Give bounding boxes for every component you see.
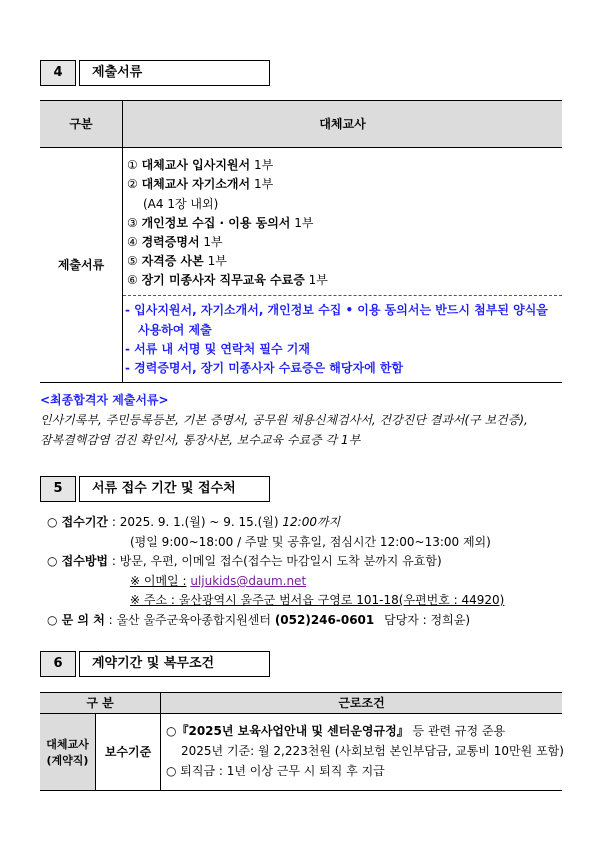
doc-marker: ③ (127, 216, 138, 230)
period-time: 12:00까지 (282, 515, 341, 529)
note-line: - 입사지원서, 자기소개서, 개인정보 수집 • 이용 동의서는 반드시 첨부된 양식을 (125, 303, 548, 317)
email-row (130, 573, 306, 589)
section-5-title: 서류 접수 기간 및 접수처 (79, 476, 270, 502)
header-category: 구 분 (86, 696, 114, 710)
contact-row (47, 612, 470, 628)
doc-count: 1부 (294, 216, 314, 230)
row-label-documents: 제출서류 (57, 258, 105, 272)
note-line: - 경력증명서, 장기 미종사자 수료증은 해당자에 한함 (125, 361, 404, 375)
doc-item-note (143, 196, 218, 212)
contact-prefix: : 울산 울주군육아종합지원센터 (108, 613, 271, 627)
final-docs-line: 잠복결핵감염 검진 확인서, 통장사본, 보수교육 수료증 각 1부 (40, 433, 361, 447)
doc-name: 경력증명서 (141, 235, 200, 249)
contact-phone: (052)246-0601 (274, 613, 375, 627)
address-line: ※ 주소 : 울산광역시 울주군 범서읍 구영로 101-18(우편번호 : 44920) (130, 593, 505, 607)
email-label: ※ 이메일 : (130, 574, 187, 588)
doc-name: 대체교사 자기소개서 (141, 177, 251, 191)
doc-count: 1부 (207, 254, 227, 268)
doc-item (127, 234, 223, 250)
doc-count: 1부 (308, 273, 328, 287)
doc-item (127, 253, 227, 269)
doc-item (127, 215, 313, 231)
doc-marker: ⑥ (127, 273, 138, 287)
doc-name: 대체교사 입사지원서 (141, 158, 251, 172)
pay-line: ○ 퇴직금 : 1년 이상 근무 시 퇴직 후 지급 (166, 764, 385, 778)
header-substitute-teacher: 대체교사 (319, 117, 366, 131)
section-5-number: 5 (40, 476, 76, 502)
doc-note: (A4 1장 내외) (143, 197, 219, 211)
doc-item (127, 157, 273, 173)
doc-marker: ② (127, 177, 138, 191)
note-line: - 서류 내 서명 및 연락처 필수 기재 (125, 342, 310, 356)
doc-count: 1부 (253, 177, 274, 191)
final-docs-line: 인사기록부, 주민등록등본, 기본 증명서, 공무원 채용신체검사서, 건강진단 결과서(구 보건증), (40, 413, 528, 427)
period-label: ○ 접수기간 (47, 515, 109, 529)
header-category: 구분 (69, 117, 93, 131)
dotted-divider (123, 295, 562, 296)
section-4-number: 4 (40, 60, 76, 86)
row-label-line: (계약직) (46, 754, 89, 767)
final-docs-title: <최종합격자 제출서류> (40, 393, 169, 407)
pay-regulation-rest: 등 관련 규정 준용 (412, 724, 506, 738)
sub-label-pay: 보수기준 (104, 745, 152, 759)
doc-count: 1부 (203, 235, 223, 249)
doc-count: 1부 (253, 158, 274, 172)
method-row (47, 553, 442, 569)
section-6-title: 계약기간 및 복무조건 (79, 651, 270, 677)
note-line: 사용하여 제출 (138, 323, 212, 337)
email-link[interactable]: uljukids@daum.net (190, 574, 307, 588)
pay-regulation: ○『2025년 보육사업안내 및 센터운영규정』 (166, 724, 409, 738)
doc-item (127, 272, 328, 288)
period-note: (평일 9:00~18:00 / 주말 및 공휴일, 점심시간 12:00~13:00 제외) (130, 535, 491, 549)
doc-name: 개인정보 수집 · 이용 동의서 (141, 216, 291, 230)
contact-label: ○ 문 의 처 (47, 613, 105, 627)
section-4-title: 제출서류 (79, 60, 270, 86)
header-conditions: 근로조건 (338, 696, 385, 710)
doc-marker: ⑤ (127, 254, 138, 268)
pay-line: 2025년 기준: 월 2,223천원 (사회보험 본인부담금, 교통비 10만원 포함) (181, 744, 564, 758)
pay-line (166, 723, 505, 739)
doc-marker: ④ (127, 235, 138, 249)
method-label: ○ 접수방법 (47, 554, 109, 568)
doc-name: 장기 미종사자 직무교육 수료증 (141, 273, 305, 287)
period-row (47, 514, 340, 530)
row-label-line: 대체교사 (46, 738, 89, 751)
doc-marker: ① (127, 158, 138, 172)
section-6-number: 6 (40, 651, 76, 677)
contact-person: 담당자 : 정희윤) (384, 613, 470, 627)
doc-item (127, 176, 273, 192)
doc-name: 자격증 사본 (141, 254, 204, 268)
period-value: : 2025. 9. 1.(월) ~ 9. 15.(월) (111, 515, 279, 529)
method-value: : 방문, 우편, 이메일 접수(접수는 마감일시 도착 분까지 유효함) (111, 554, 442, 568)
